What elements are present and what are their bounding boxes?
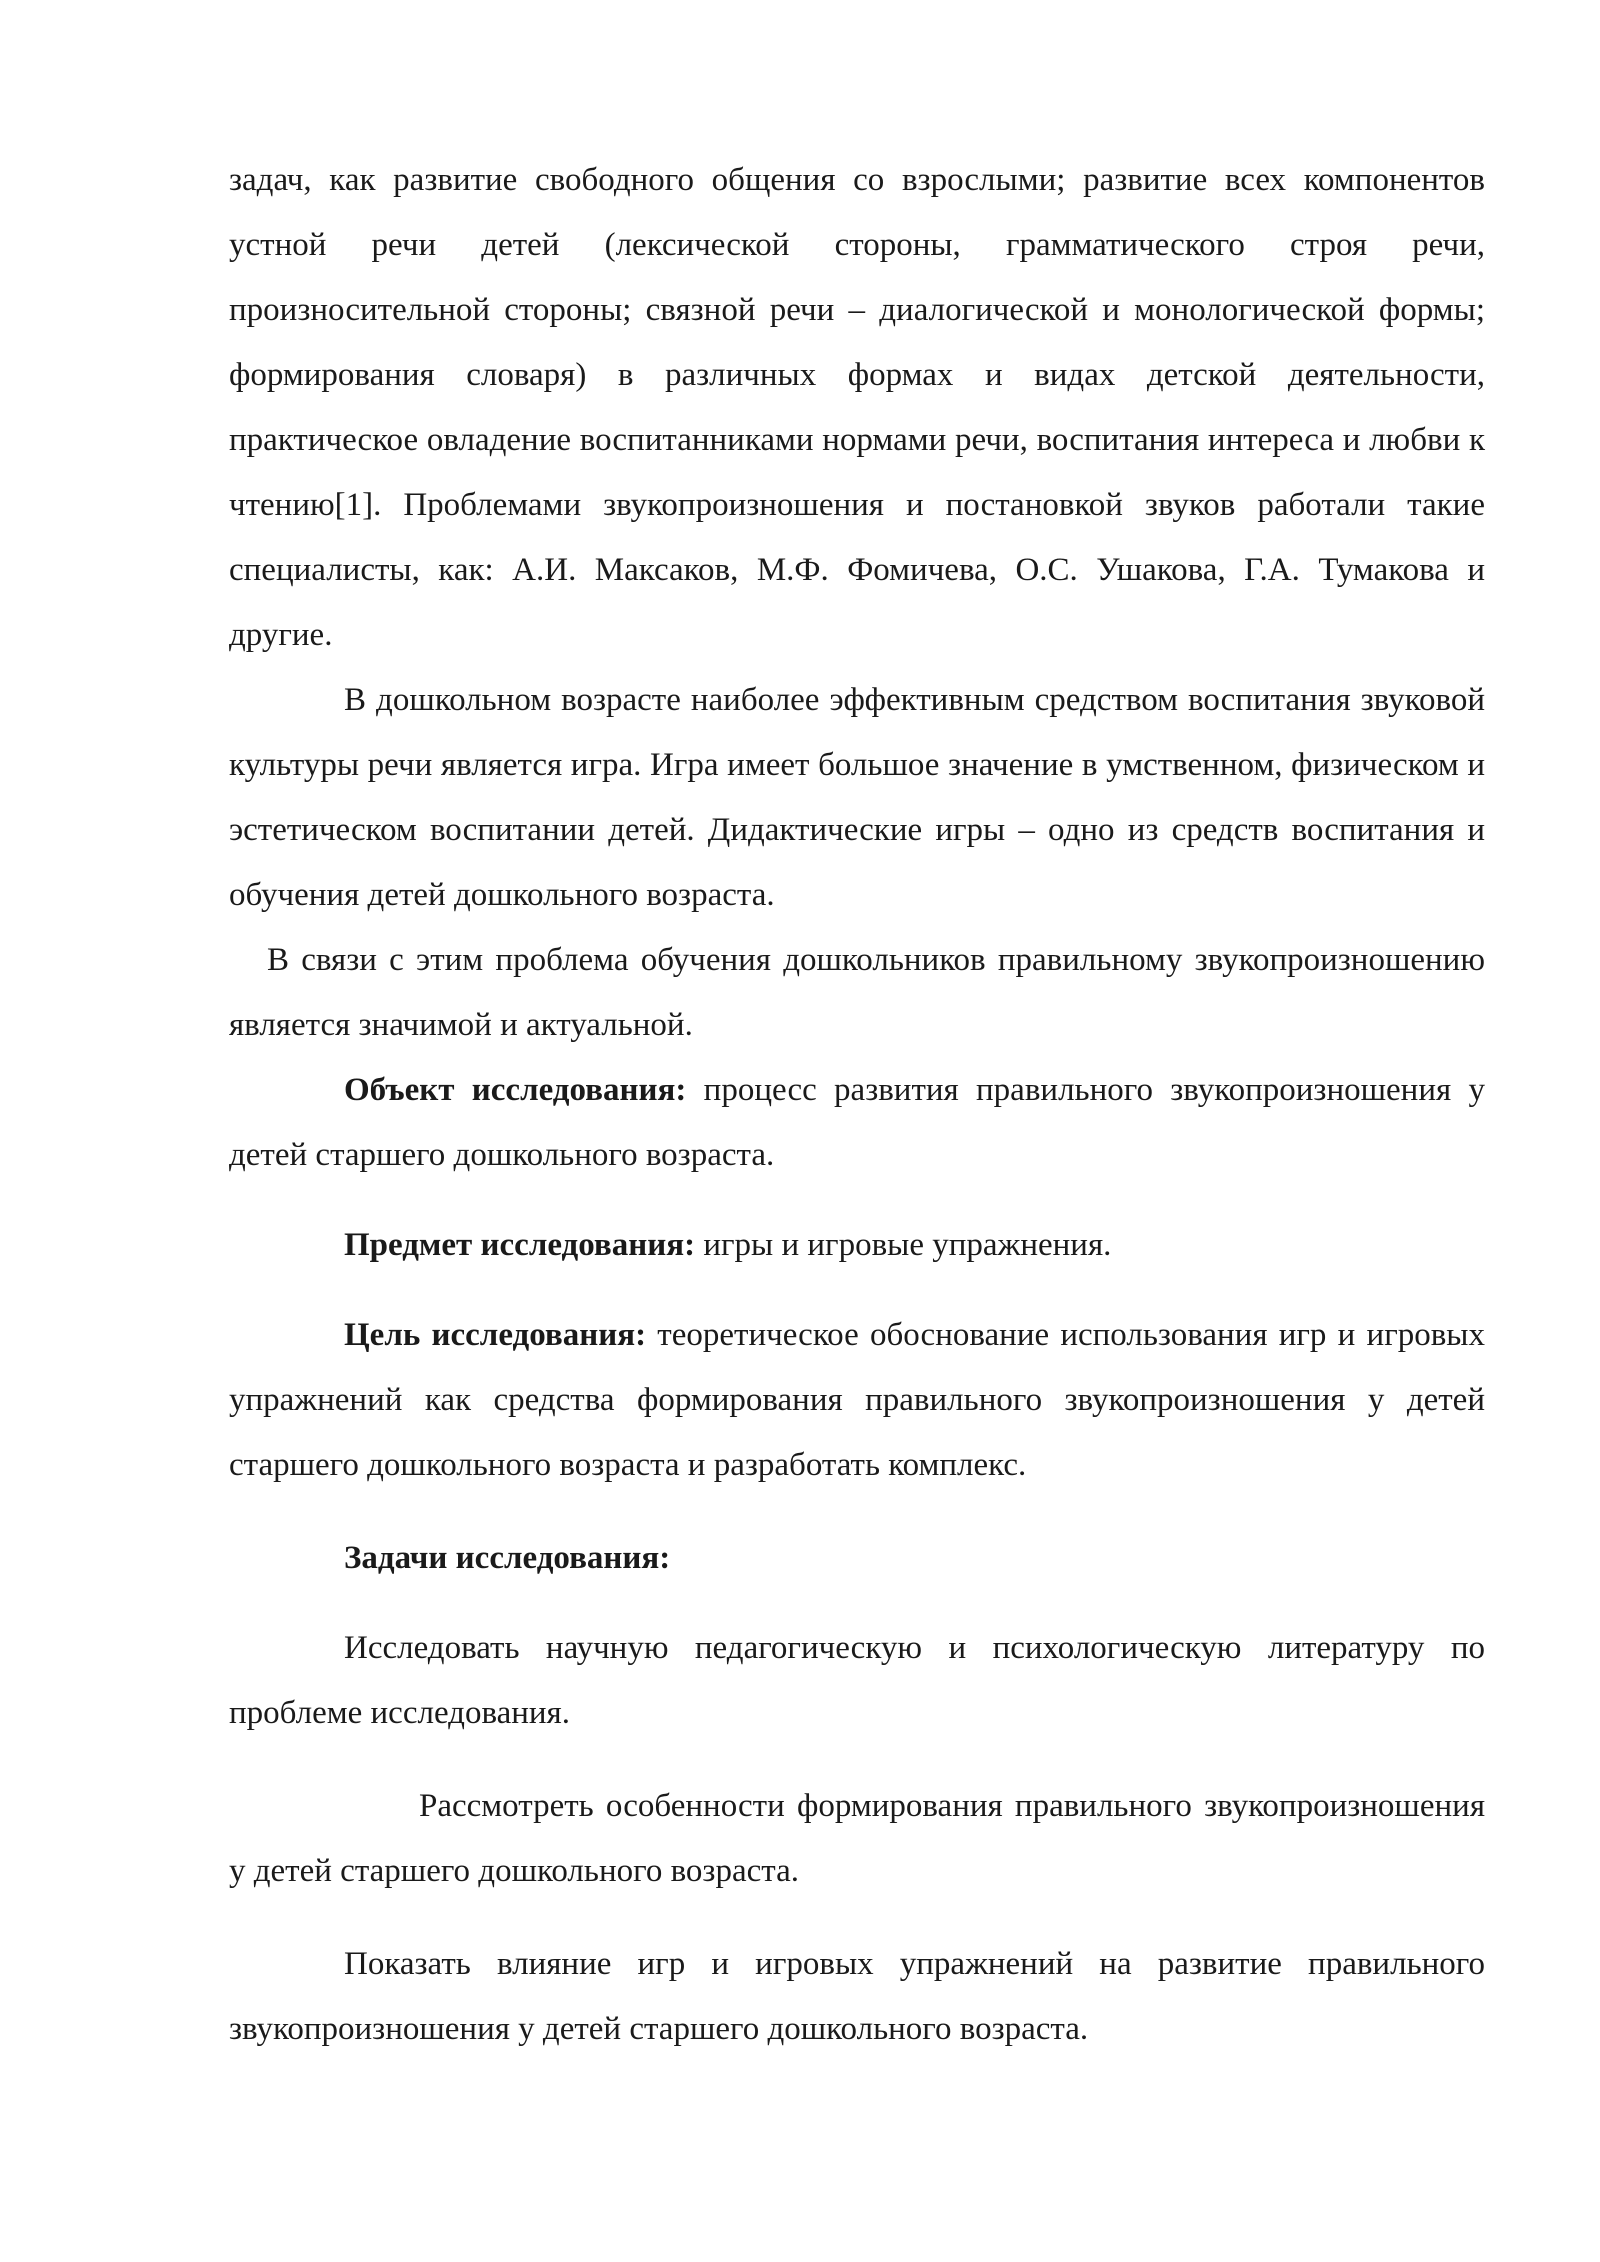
- paragraph-relevance: В связи с этим проблема обучения дошкольников правильному звукопроизношению является значимой и актуальной.: [229, 942, 1485, 1043]
- research-object: [229, 1058, 1485, 1188]
- task-item-3: Показать влияние игр и игровых упражнений на развитие правильного звукопроизношения у детей старшего дошкольного возраста.: [229, 1946, 1485, 2047]
- research-subject-label: Предмет исследования:: [344, 1227, 696, 1263]
- research-goal: [229, 1303, 1485, 1498]
- paragraph-intro: задач, как развитие свободного общения со взрослыми; развитие всех компонентов устной речи детей (лексической стороны, грамматического строя речи, произносительной стороны; связной речи – диалогической и монологической формы; формирования словаря) в различных формах и видах детской деятельности, практическое овладение воспитанниками нормами речи, воспитания интереса и любви к чтению[1]. Проблемами звукопроизношения и постановкой звуков работали такие специалисты, как: А.И. Максаков, М.Ф. Фомичева, О.С. Ушакова, Г.А. Тумакова и другие.: [229, 162, 1485, 653]
- research-goal-label: Цель исследования:: [344, 1317, 647, 1353]
- research-object-label: Объект исследования:: [344, 1072, 687, 1108]
- paragraph-game: В дошкольном возрасте наиболее эффективным средством воспитания звуковой культуры речи является игра. Игра имеет большое значение в умственном, физическом и эстетическом воспитании детей. Дидактические игры – одно из средств воспитания и обучения детей дошкольного возраста.: [229, 682, 1485, 913]
- task-item-1: Исследовать научную педагогическую и психологическую литературу по проблеме исследования.: [229, 1630, 1485, 1731]
- research-goal-text: теоретическое обоснование использования игр и игровых упражнений как средства формирования правильного звукопроизношения у детей старшего дошкольного возраста и разработать комплекс.: [229, 1317, 1485, 1483]
- task-item-2: Рассмотреть особенности формирования правильного звукопроизношения у детей старшего дошкольного возраста.: [229, 1788, 1485, 1889]
- research-object-text: процесс развития правильного звукопроизношения у детей старшего дошкольного возраста.: [229, 1072, 1485, 1173]
- research-subject: [229, 1213, 1485, 1278]
- tasks-heading: Задачи исследования:: [344, 1540, 671, 1576]
- research-subject-text: игры и игровые упражнения.: [695, 1227, 1112, 1263]
- document-page: [229, 148, 1485, 2062]
